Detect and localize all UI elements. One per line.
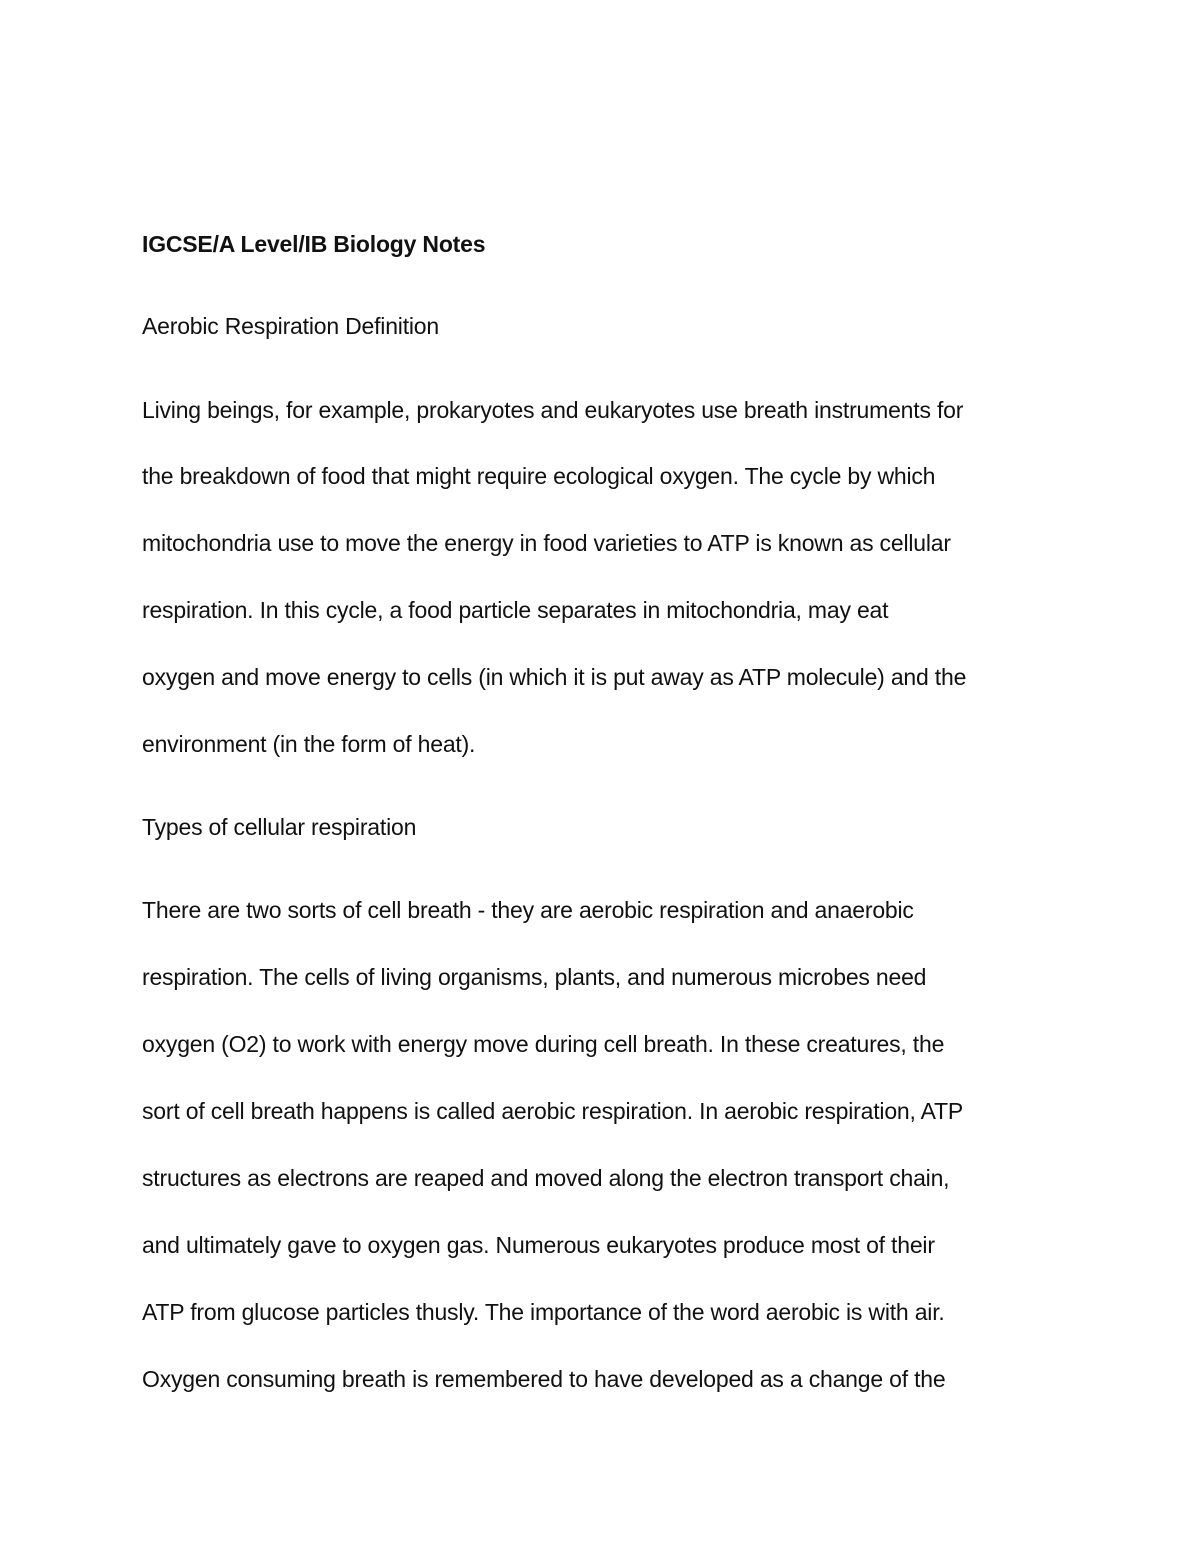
paragraph-1-line-6: environment (in the form of heat).: [142, 731, 476, 757]
paragraph-1-line-3: mitochondria use to move the energy in food varieties to ATP is known as cellular: [142, 530, 951, 556]
paragraph-2-line-4: sort of cell breath happens is called aerobic respiration. In aerobic respiration, ATP: [142, 1098, 964, 1124]
section-heading-aerobic-definition: Aerobic Respiration Definition: [142, 313, 439, 339]
paragraph-1-line-1: Living beings, for example, prokaryotes and eukaryotes use breath instruments for: [142, 397, 964, 423]
document-title: IGCSE/A Level/IB Biology Notes: [142, 231, 486, 257]
paragraph-2-line-8: Oxygen consuming breath is remembered to have developed as a change of the: [142, 1366, 946, 1392]
paragraph-1-line-4: respiration. In this cycle, a food particle separates in mitochondria, may eat: [142, 597, 889, 623]
paragraph-1-line-2: the breakdown of food that might require ecological oxygen. The cycle by which: [142, 463, 936, 489]
paragraph-2-line-3: oxygen (O2) to work with energy move during cell breath. In these creatures, the: [142, 1031, 945, 1057]
paragraph-2-line-5: structures as electrons are reaped and moved along the electron transport chain,: [142, 1165, 950, 1191]
paragraph-2-line-2: respiration. The cells of living organisms, plants, and numerous microbes need: [142, 964, 927, 990]
paragraph-2-line-6: and ultimately gave to oxygen gas. Numerous eukaryotes produce most of their: [142, 1232, 935, 1258]
paragraph-2-line-1: There are two sorts of cell breath - they are aerobic respiration and anaerobic: [142, 897, 914, 923]
paragraph-2-line-7: ATP from glucose particles thusly. The importance of the word aerobic is with air.: [142, 1299, 945, 1325]
section-heading-types: Types of cellular respiration: [142, 814, 417, 840]
paragraph-1-line-5: oxygen and move energy to cells (in which it is put away as ATP molecule) and the: [142, 664, 967, 690]
